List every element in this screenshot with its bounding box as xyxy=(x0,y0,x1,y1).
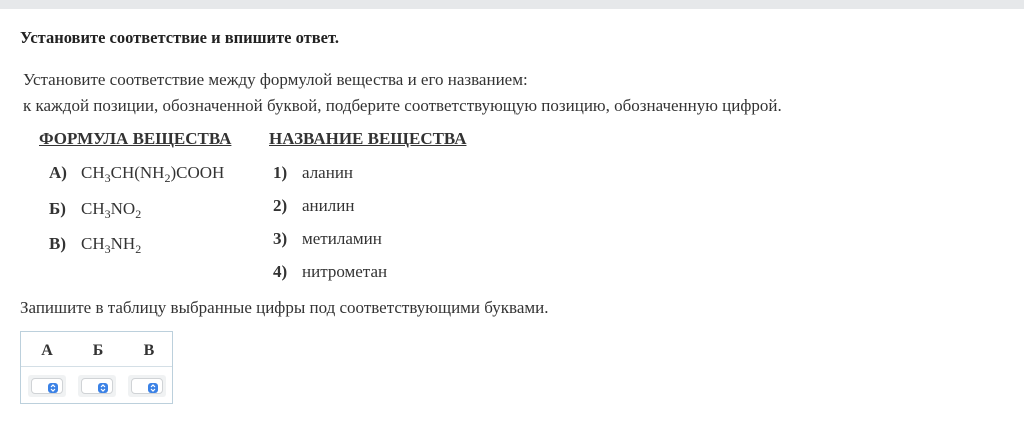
answer-select-b[interactable] xyxy=(78,375,116,397)
answer-select-c[interactable] xyxy=(128,375,166,397)
formula-letter-a: А) xyxy=(49,163,67,182)
formula-a: $CH_3CH(NH_2)COOH$ xyxy=(81,163,225,185)
formula-column-header: ФОРМУЛА ВЕЩЕСТВА xyxy=(39,129,232,148)
formula-letter-b: Б) xyxy=(49,199,66,218)
select-stepper-icon xyxy=(48,383,58,393)
formula-c: $CH_3NH_2$ xyxy=(81,234,142,256)
name-label-1: аланин xyxy=(302,163,354,182)
name-number-1: 1) xyxy=(273,163,288,182)
name-number-4: 4) xyxy=(273,262,288,281)
intro-line-1: Установите соответствие между формулой вещества и его названием: xyxy=(23,70,528,89)
answer-header-b: Б xyxy=(92,342,104,359)
select-stepper-icon xyxy=(148,383,158,393)
answer-table xyxy=(20,331,173,404)
name-label-2: анилин xyxy=(302,196,355,215)
name-column-header: НАЗВАНИЕ ВЕЩЕСТВА xyxy=(269,129,467,148)
formula-b: $CH_3NO_2$ xyxy=(81,199,142,221)
select-box[interactable] xyxy=(81,378,113,394)
name-number-2: 2) xyxy=(273,196,288,215)
answer-instruction: Запишите в таблицу выбранные цифры под соответствующими буквами. xyxy=(20,298,549,317)
answer-header-a: А xyxy=(41,342,53,359)
select-box[interactable] xyxy=(131,378,163,394)
select-box[interactable] xyxy=(31,378,63,394)
answer-select-a[interactable] xyxy=(28,375,66,397)
name-label-3: метиламин xyxy=(302,229,382,248)
task-title: Установите соответствие и впишите ответ. xyxy=(20,28,339,47)
formula-letter-c: В) xyxy=(49,234,66,253)
name-label-4: нитрометан xyxy=(302,262,388,281)
select-stepper-icon xyxy=(98,383,108,393)
intro-line-2: к каждой позиции, обозначенной буквой, подберите соответствующую позицию, обозначенную цифрой. xyxy=(23,96,782,115)
answer-header-c: В xyxy=(143,342,155,359)
name-number-3: 3) xyxy=(273,229,288,248)
answer-table-divider xyxy=(21,366,172,367)
top-bar xyxy=(0,0,1024,9)
